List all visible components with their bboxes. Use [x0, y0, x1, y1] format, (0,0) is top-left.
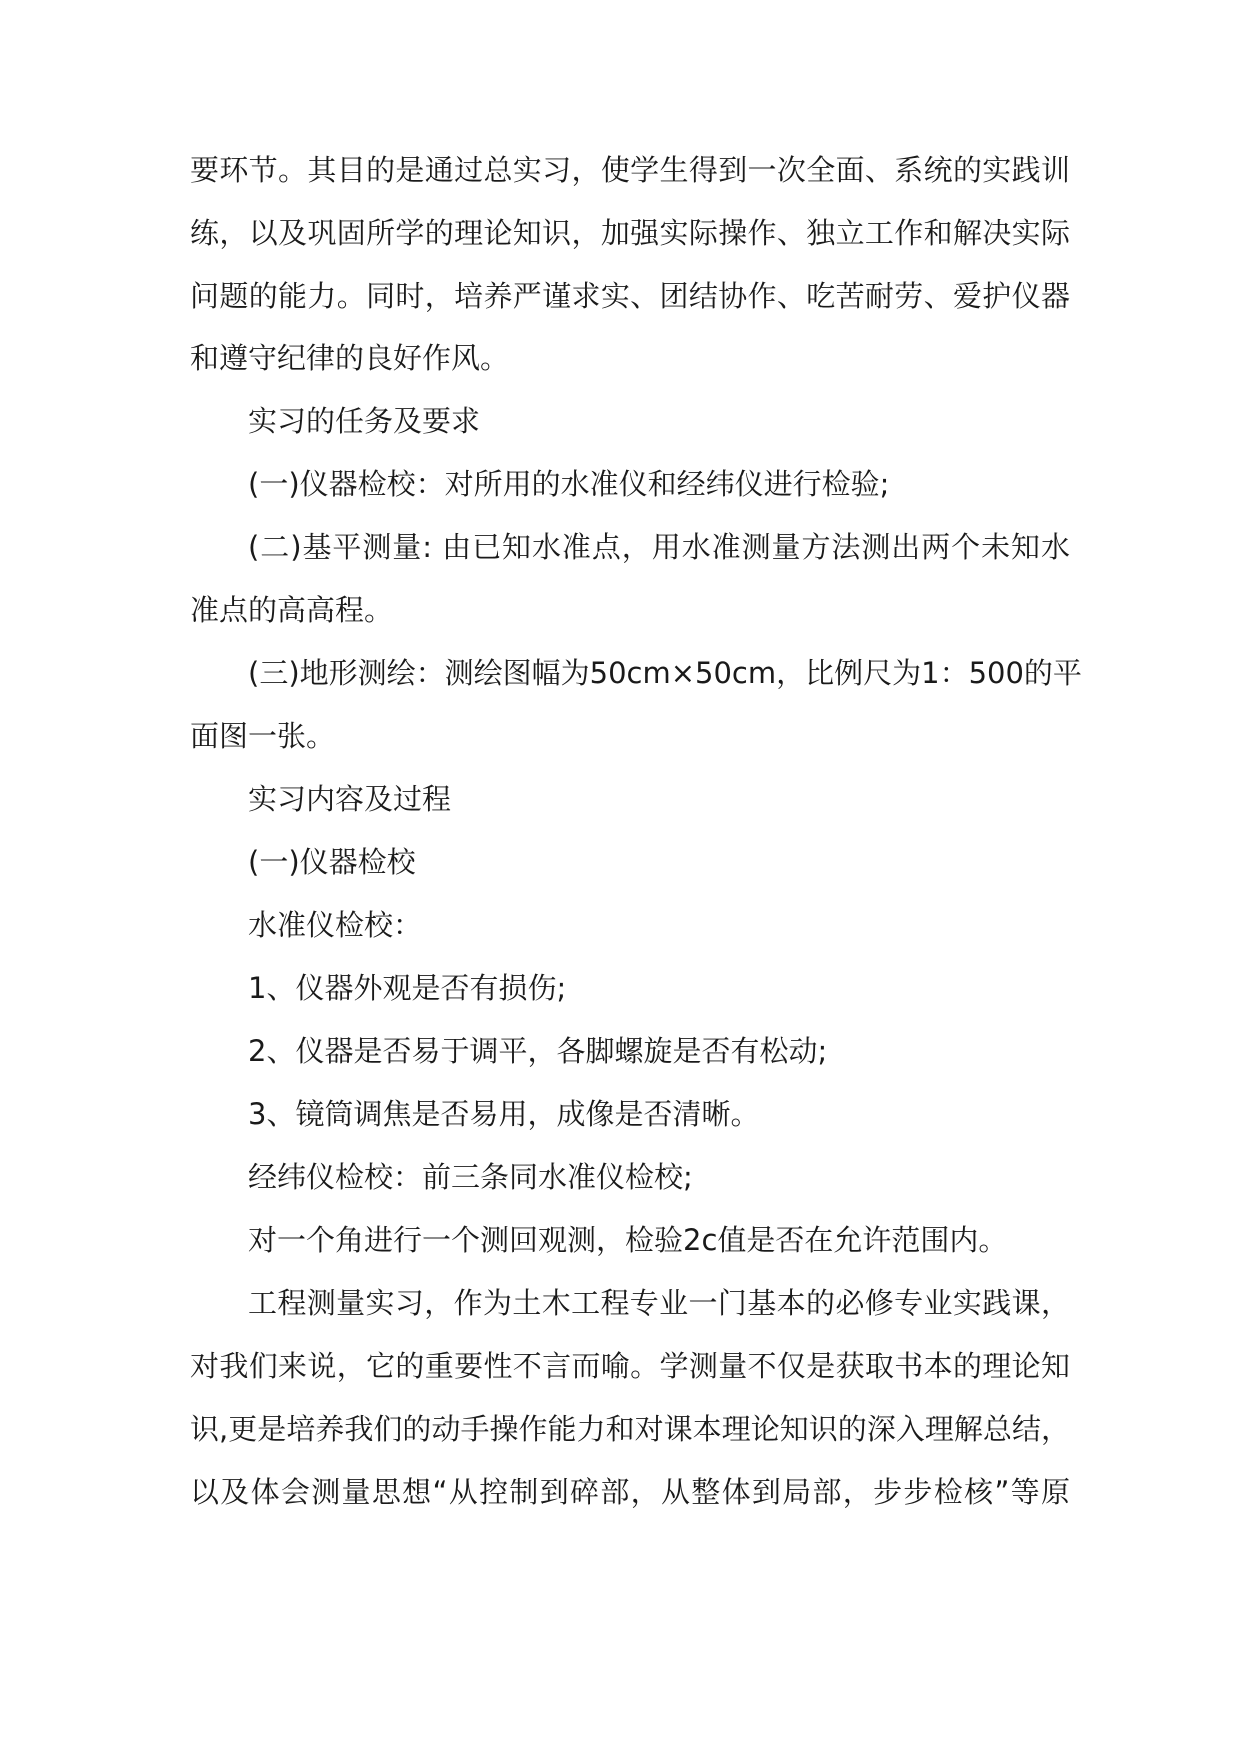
- text-line: 和遵守纪律的良好作风。: [190, 341, 510, 375]
- list-item: 3、镜筒调焦是否易用，成像是否清晰。: [248, 1097, 760, 1131]
- section-heading: 实习的任务及要求: [248, 404, 481, 438]
- text-line: (二)基平测量: 由已知水准点，用水准测量方法测出两个未知水: [248, 530, 1070, 564]
- text-line: 练，以及巩固所学的理论知识，加强实际操作、独立工作和解决实际: [190, 216, 1070, 250]
- text-line: 准点的高高程。: [190, 593, 394, 627]
- text-line: 水准仪检校：: [248, 908, 423, 942]
- list-item: 1、仪器外观是否有损伤;: [248, 971, 567, 1005]
- text-line: 识,更是培养我们的动手操作能力和对课本理论知识的深入理解总结，: [190, 1412, 1070, 1446]
- list-item: 2、仪器是否易于调平，各脚螺旋是否有松动;: [248, 1034, 828, 1068]
- text-line: 工程测量实习，作为土木工程专业一门基本的必修专业实践课，: [248, 1286, 1070, 1320]
- section-heading: 实习内容及过程: [248, 782, 452, 816]
- text-line: (三)地形测绘：测绘图幅为50cm×50cm，比例尺为1：500的平: [248, 656, 1082, 690]
- text-line: 问题的能力。同时，培养严谨求实、团结协作、吃苦耐劳、爱护仪器: [190, 279, 1070, 313]
- text-line: 经纬仪检校：前三条同水准仪检校;: [248, 1160, 693, 1194]
- text-line: 对我们来说，它的重要性不言而喻。学测量不仅是获取书本的理论知: [190, 1349, 1070, 1383]
- text-line: 要环节。其目的是通过总实习，使学生得到一次全面、系统的实践训: [190, 153, 1070, 187]
- subsection-heading: (一)仪器检校: [248, 845, 416, 879]
- text-line: 对一个角进行一个测回观测，检验2c值是否在允许范围内。: [248, 1223, 1008, 1257]
- text-line: 以及体会测量思想“从控制到碎部，从整体到局部，步步检核”等原: [190, 1475, 1070, 1509]
- text-line: (一)仪器检校：对所用的水准仪和经纬仪进行检验;: [248, 467, 890, 501]
- text-line: 面图一张。: [190, 719, 336, 753]
